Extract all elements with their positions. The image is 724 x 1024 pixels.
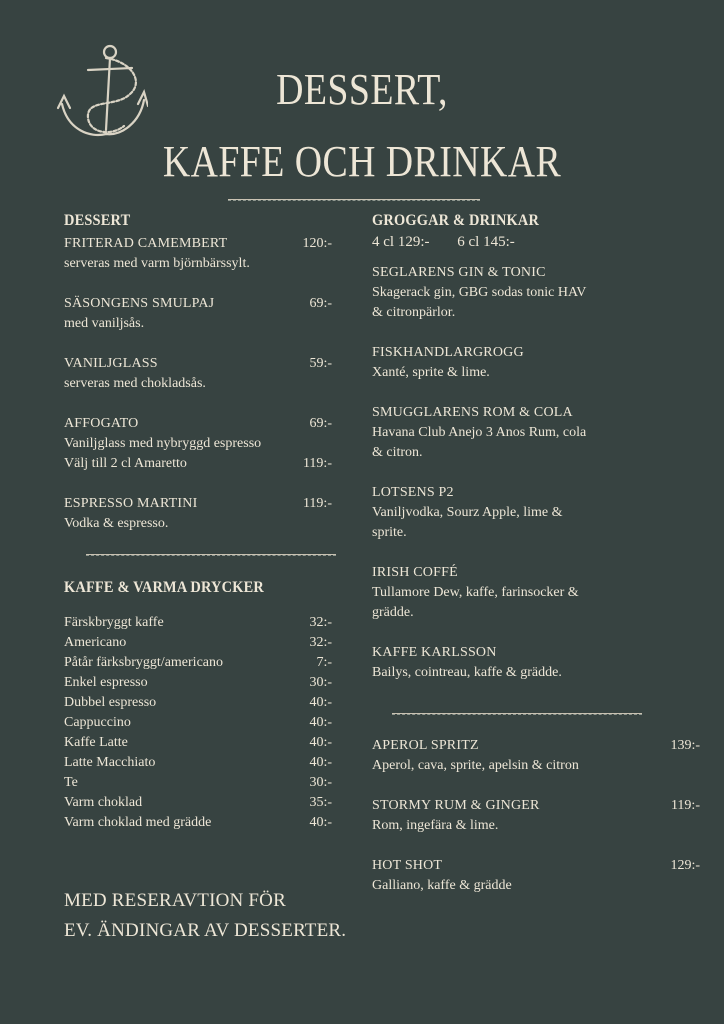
drink-description: Tullamore Dew, kaffe, farinsocker &	[372, 585, 579, 600]
reservation-note	[64, 886, 346, 946]
item-name: SÄSONGENS SMULPAJ	[64, 296, 215, 311]
item-price: 59:-	[309, 356, 332, 371]
item-name: Latte Macchiato	[64, 755, 156, 770]
drink-price: 129:-	[670, 858, 700, 873]
item-price: 32:-	[309, 615, 332, 630]
drink-name: SEGLARENS GIN & TONIC	[372, 265, 546, 280]
item-name: Americano	[64, 635, 127, 650]
kaffe-row	[64, 793, 332, 813]
specials-list	[372, 736, 700, 896]
item-name: AFFOGATO	[64, 416, 139, 431]
dessert-heading: DESSERT	[64, 212, 131, 229]
item-price: 69:-	[309, 416, 332, 431]
kaffe-row	[64, 713, 332, 733]
item-addon: Välj till 2 cl Amaretto	[64, 456, 187, 471]
item-price: 30:-	[309, 775, 332, 790]
kaffe-row	[64, 653, 332, 673]
item-description: Vaniljglass med nybryggd espresso	[64, 436, 262, 451]
dessert-section	[64, 212, 332, 534]
drink-item	[372, 263, 700, 323]
groggar-section	[372, 212, 700, 683]
item-price: 40:-	[309, 735, 332, 750]
kaffe-row	[64, 673, 332, 693]
special-drink-item	[372, 796, 700, 836]
item-price: 119:-	[302, 496, 332, 511]
kaffe-heading: KAFFE & VARMA DRYCKER	[64, 579, 264, 596]
drink-description: Galliano, kaffe & grädde	[372, 878, 512, 893]
item-price: 40:-	[309, 695, 332, 710]
item-name: Kaffe Latte	[64, 735, 128, 750]
item-price: 40:-	[309, 715, 332, 730]
drink-price: 139:-	[670, 738, 700, 753]
drink-name: SMUGGLARENS ROM & COLA	[372, 405, 573, 420]
drink-description-cont: grädde.	[372, 605, 414, 620]
item-price: 7:-	[316, 655, 332, 670]
drink-name: STORMY RUM & GINGER	[372, 798, 540, 813]
price-6cl: 6 cl 145:-	[457, 234, 515, 250]
item-description: Vodka & espresso.	[64, 516, 169, 531]
item-name: Påtår färksbryggt/americano	[64, 655, 223, 670]
menu-item	[64, 414, 332, 474]
drink-description-cont: & citronpärlor.	[372, 305, 456, 320]
kaffe-row	[64, 753, 332, 773]
item-addon-price: 119:-	[302, 456, 332, 471]
kaffe-row	[64, 733, 332, 753]
item-name: VANILJGLASS	[64, 356, 158, 371]
kaffe-row	[64, 693, 332, 713]
item-name: FRITERAD CAMEMBERT	[64, 236, 228, 251]
special-drink-item	[372, 736, 700, 776]
item-description: med vaniljsås.	[64, 316, 145, 331]
drink-description: Skagerack gin, GBG sodas tonic HAV	[372, 285, 587, 300]
drink-description: Rom, ingefära & lime.	[372, 818, 499, 833]
drink-name: FISKHANDLARGROGG	[372, 345, 524, 360]
drink-description: Xanté, sprite & lime.	[372, 365, 490, 380]
menu-item	[64, 234, 332, 274]
reservation-line2: EV. ÄNDINGAR AV DESSERTER.	[64, 920, 347, 941]
drink-description: Bailys, cointreau, kaffe & grädde.	[372, 665, 562, 680]
drink-name: HOT SHOT	[372, 858, 443, 873]
item-name: Färskbryggt kaffe	[64, 615, 164, 630]
drink-item	[372, 643, 700, 683]
dessert-divider	[86, 554, 336, 556]
price-4cl: 4 cl 129:-	[372, 234, 430, 250]
groggar-list	[372, 263, 700, 683]
item-price: 32:-	[309, 635, 332, 650]
item-name: Varm choklad med grädde	[64, 815, 212, 830]
item-price: 40:-	[309, 815, 332, 830]
drink-item	[372, 563, 700, 623]
drink-item	[372, 483, 700, 543]
item-price: 35:-	[309, 795, 332, 810]
kaffe-row	[64, 633, 332, 653]
item-price: 120:-	[302, 236, 332, 251]
special-drink-item	[372, 856, 700, 896]
groggar-price-line	[372, 234, 700, 251]
kaffe-row	[64, 813, 332, 833]
kaffe-section	[64, 579, 332, 833]
drink-price: 119:-	[670, 798, 700, 813]
drink-name: KAFFE KARLSSON	[372, 645, 497, 660]
menu-item	[64, 294, 332, 334]
item-price: 30:-	[309, 675, 332, 690]
drink-name: IRISH COFFÉ	[372, 565, 458, 580]
menu-item	[64, 354, 332, 394]
drink-description: Havana Club Anejo 3 Anos Rum, cola	[372, 425, 587, 440]
kaffe-row	[64, 613, 332, 633]
item-name: Varm choklad	[64, 795, 143, 810]
item-name: ESPRESSO MARTINI	[64, 496, 198, 511]
kaffe-row	[64, 773, 332, 793]
drink-description-cont: & citron.	[372, 445, 423, 460]
drinks-divider	[392, 713, 642, 715]
drink-description: Aperol, cava, sprite, apelsin & citron	[372, 758, 579, 773]
drink-name: LOTSENS P2	[372, 485, 454, 500]
drink-item	[372, 343, 700, 383]
specials-section	[372, 736, 700, 896]
reservation-line1: MED RESERAVTION FÖR	[64, 890, 286, 911]
title-divider	[228, 199, 480, 201]
item-price: 40:-	[309, 755, 332, 770]
drink-description-cont: sprite.	[372, 525, 407, 540]
item-description: serveras med varm björnbärssylt.	[64, 256, 250, 271]
item-price: 69:-	[309, 296, 332, 311]
item-name: Dubbel espresso	[64, 695, 157, 710]
drink-name: APEROL SPRITZ	[372, 738, 479, 753]
item-description: serveras med chokladsås.	[64, 376, 206, 391]
item-name: Te	[64, 775, 78, 790]
item-name: Cappuccino	[64, 715, 131, 730]
page-title-line2: KAFFE OCH DRINKAR	[162, 137, 562, 186]
page-title-line1: DESSERT,	[276, 65, 448, 114]
drink-description: Vaniljvodka, Sourz Apple, lime &	[372, 505, 563, 520]
kaffe-list	[64, 613, 332, 833]
drink-item	[372, 403, 700, 463]
menu-item	[64, 494, 332, 534]
item-name: Enkel espresso	[64, 675, 148, 690]
groggar-heading: GROGGAR & DRINKAR	[372, 212, 540, 229]
